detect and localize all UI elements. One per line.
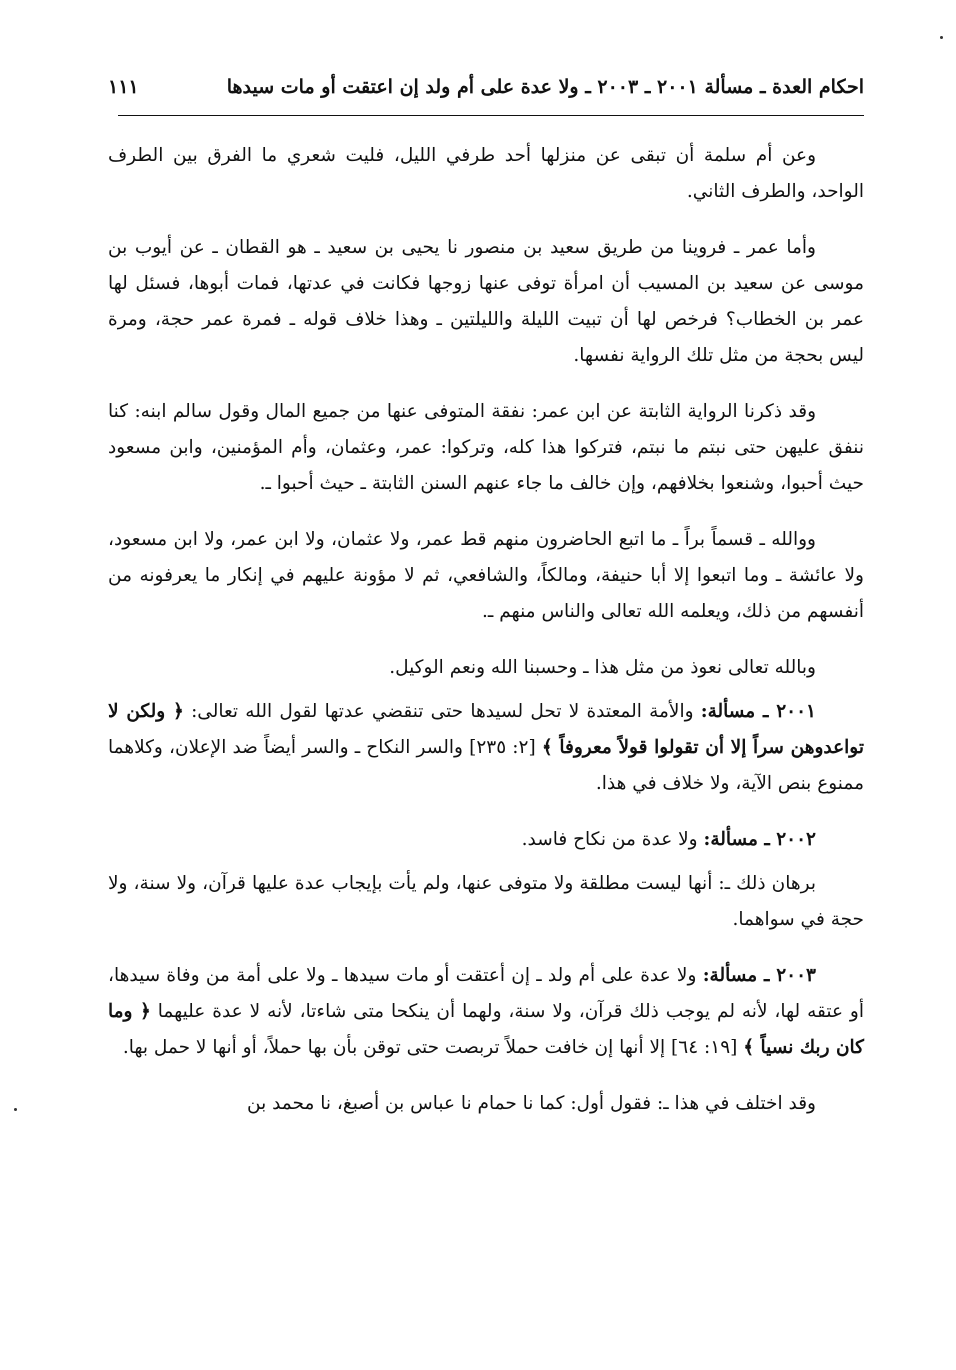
paragraph-umm-salama: وعن أم سلمة أن تبقى عن منزلها أحد طرفي الليل، فليت شعري ما الفرق بين الطرف الواحد، والطرف الثاني. (108, 145, 864, 202)
quran-verse-19-64: ﴿ وما كان ربك نسياً ﴾ (108, 1001, 864, 1058)
paragraph-umar: وأما عمر ـ فروينا من طريق سعيد بن منصور نا يحيى بن سعيد ـ هو القطان ـ عن أيوب بن موسى عن سعيد بن المسيب أن امرأة توفى عنها زوجها فكانت في عدتها، فمات أبوها، فسئل لها عمر بن الخطاب؟ فرخص لها أن تبيت الليلة والليلتين ـ وهذا خلاف قوله ـ فمرة عمر حجة، ومرة ليس بحجة من مثل تلك الرواية نفسها. (108, 237, 864, 366)
issue-2001-text-a: والأمة المعتدة لا تحل لسيدها حتى تنقضي عدتها لقول الله تعالى: (191, 701, 694, 722)
issue-2002-text: ولا عدة من نكاح فاسد. (521, 829, 698, 850)
paragraph-disagreement: وقد اختلف في هذا ـ: فقول أول: كما نا حمام نا عباس بن أصبغ، نا محمد بن (246, 1093, 816, 1114)
issue-number-2001: ٢٠٠١ ـ مسألة: (700, 701, 816, 722)
paragraph-ibn-umar: وقد ذكرنا الرواية الثابتة عن ابن عمر: نفقة المتوفى عنها من جميع المال وقول سالم ابنه: كنا ننفق عليهن حتى نبتم ما نبتم، فتركوا هذا كله، وتركوا: عمر، وعثمان، وأم المؤمنين، وابن مسعود حيث أحبوا، وشنعوا بخلافهم، وإن خالف ما جاء عنهم السنن الثابتة ـ حيث أحبوا ـ. (108, 401, 864, 494)
header-rule (118, 115, 864, 116)
paragraph-proof: برهان ذلك ـ: أنها ليست مطلقة ولا متوفى عنها، ولم يأت بإيجاب عدة عليها قرآن، ولا سنة، ولا حجة في سواهما. (108, 873, 864, 930)
paragraph-refuge: وبالله تعالى نعوذ من مثل هذا ـ وحسبنا الله ونعم الوكيل. (389, 657, 816, 678)
issue-number-2003: ٢٠٠٣ ـ مسألة: (702, 965, 816, 986)
page-number: ١١١ (108, 76, 139, 98)
issue-number-2002: ٢٠٠٢ ـ مسألة: (703, 829, 816, 850)
issue-2003-text-b: [١٩: ٦٤] إلا أنها إن خافت حملاً تربصت حتى توقن بأن بها حملاً، أو أنها لا حمل بها. (122, 1037, 738, 1058)
paragraph-issue-2003 (108, 958, 864, 1066)
scan-speck (14, 1108, 17, 1111)
header-title: احكام العدة ـ مسألة ٢٠٠١ ـ ٢٠٠٣ ـ ولا عدة على أم ولد إن اعتقت أو مات سيدها (226, 76, 864, 98)
page-body (108, 138, 864, 1142)
paragraph-oath: ووالله ـ قسماً براً ـ ما اتبع الحاضرون منهم قط عمر، ولا عثمان، ولا ابن عمر، ولا ابن مسعود، ولا عائشة ـ وما اتبعوا إلا أبا حنيفة، ومالكاً، والشافعي، ثم لا مؤونة عليهم في إنكار ما يعرفونه من أنفسهم من ذلك، ويعلمه الله تعالى والناس منهم ـ. (108, 529, 864, 622)
quran-verse-2-235: ﴿ ولكن لا تواعدوهن سراً إلا أن تقولوا قولاً معروفاً ﴾ (108, 701, 864, 758)
issue-2003-text-a: ولا عدة على أم ولد ـ إن أعتقت أو مات سيدها ـ ولا على أمة من وفاة سيدها، أو عتقه لها، لأنه لم يوجب ذلك قرآن، ولا سنة، ولهما أن ينكحا متى شاءتا، لأنه لا عدة عليهما (108, 965, 864, 1022)
paragraph-issue-2001 (108, 694, 864, 802)
running-header (108, 70, 864, 104)
issue-2001-text-b: [٢: ٢٣٥] والسر النكاح ـ والسر أيضاً ضد الإعلان، وكلاهما ممنوع بنص الآية، ولا خلاف في هذا. (108, 737, 864, 794)
scan-speck (940, 36, 943, 39)
paragraph-issue-2002 (108, 822, 864, 858)
